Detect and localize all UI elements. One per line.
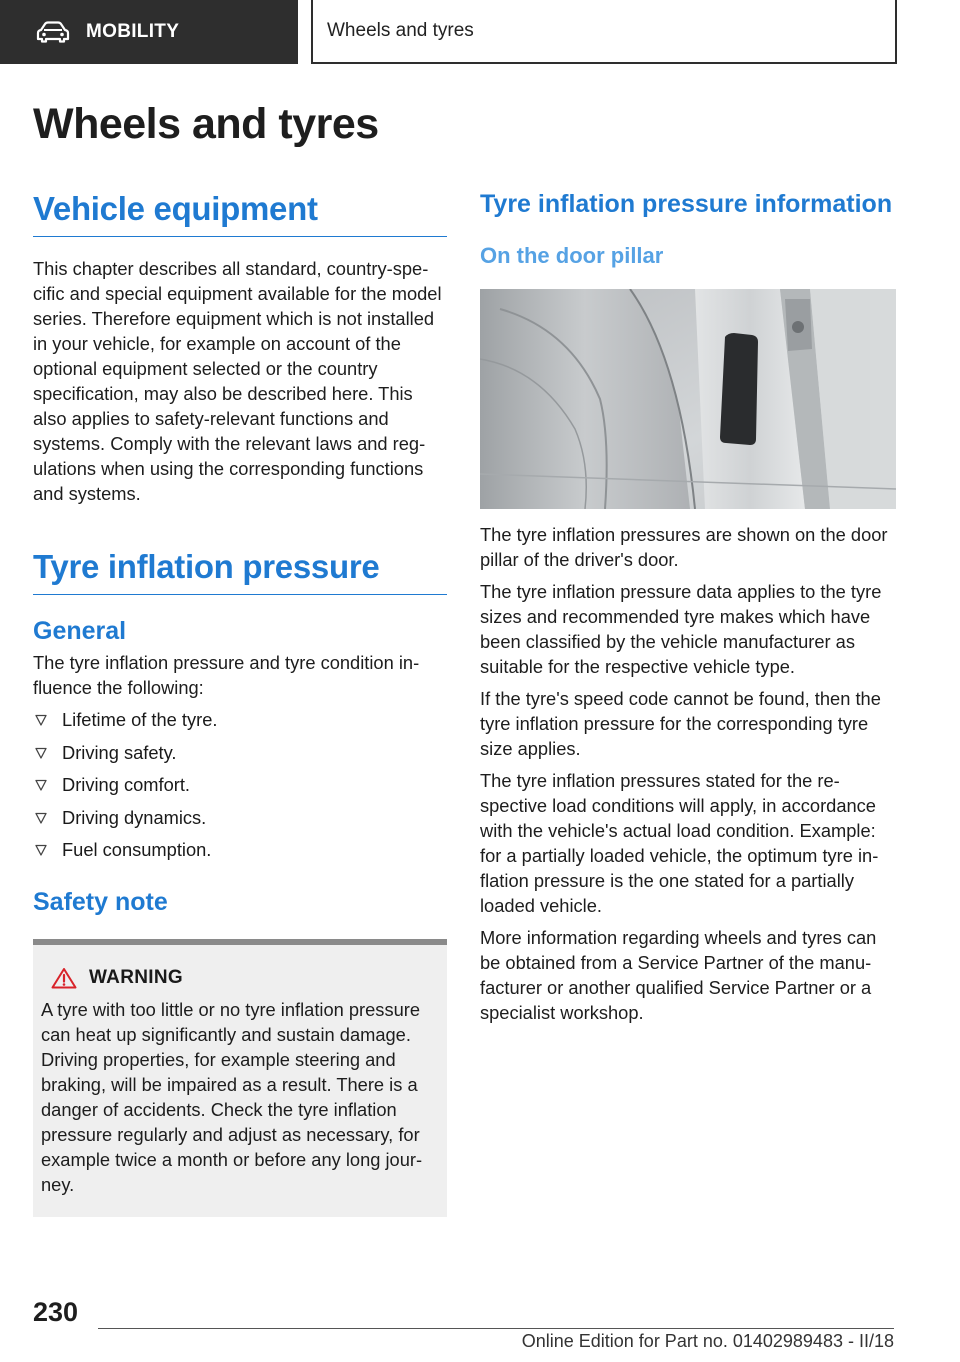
warning-box — [33, 939, 447, 1217]
triangle-bullet-icon — [35, 844, 47, 856]
right-paragraph-4: The tyre inflation pressures stated for the respective load conditions will apply, in accordance with the vehicle's actual load condition. Example: for a partially loaded vehicle, the optimum tyre inflation pressure is the one stated for a partially loaded vehicle. — [480, 770, 879, 916]
heading-tyre-inflation-pressure-information: Tyre inflation pressure information — [480, 190, 893, 218]
page-number: 230 — [33, 1297, 79, 1327]
right-paragraph-2: The tyre inflation pressure data applies to the tyre sizes and recommended tyre makes which have been classified by the vehicle manufacturer as suitable for the respective vehicle type. — [480, 581, 882, 677]
footer-divider — [98, 1328, 894, 1329]
page-title: Wheels and tyres — [33, 100, 379, 148]
influence-list — [33, 707, 447, 862]
header-section-tab[interactable] — [0, 0, 298, 64]
list-item — [33, 805, 447, 830]
list-item-text: Driving safety. — [62, 741, 177, 763]
right-paragraph-3: If the tyre's speed code cannot be found, then the tyre inflation pressure for the corresponding tyre size applies. — [480, 688, 881, 759]
list-item — [33, 837, 447, 862]
warning-text: A tyre with too little or no tyre inflation pressure can heat up significantly and sustain damage. Driving properties, for example steering and braking, will be impaired as a result. There is a danger of accidents. Check the tyre inflation pressure regularly and adjust as necessary, for example twice a month or before any long journey. — [41, 999, 423, 1195]
heading-tyre-inflation-pressure: Tyre inflation pressure — [33, 548, 447, 595]
list-item-text: Lifetime of the tyre. — [62, 709, 218, 730]
vehicle-equipment-paragraph: This chapter describes all standard, country-specific and special equipment available for the model series. Therefore equipment which is not installed in your vehicle, for example on account of the optional equipment selected or the country specification, may also be described here. This also applies to safety-relevant functions and systems. Comply with the relevant laws and regulations when using the corresponding functions and systems. — [33, 258, 442, 504]
heading-vehicle-equipment: Vehicle equipment — [33, 190, 447, 237]
right-column — [480, 190, 896, 1025]
header-chapter-label: Wheels and tyres — [327, 20, 474, 41]
warning-triangle-icon — [51, 967, 77, 989]
heading-on-the-door-pillar: On the door pillar — [480, 243, 664, 268]
list-item — [33, 707, 447, 732]
triangle-bullet-icon — [35, 779, 47, 791]
triangle-bullet-icon — [35, 714, 47, 726]
list-item — [33, 740, 447, 765]
car-icon — [36, 21, 70, 43]
header-section-label: MOBILITY — [86, 21, 180, 42]
door-pillar-photo — [480, 289, 896, 509]
footer-edition: Online Edition for Part no. 01402989483 - II/18 — [521, 1331, 894, 1351]
list-item — [33, 772, 447, 797]
list-item-text: Driving dynamics. — [62, 806, 207, 828]
header-chapter-tab[interactable] — [311, 0, 897, 64]
general-intro: The tyre inflation pressure and tyre condition influence the following: — [33, 652, 420, 698]
right-paragraph-5: More information regarding wheels and tyres can be obtained from a Service Partner of the manufacturer or another qualified Service Partner or a specialist workshop. — [480, 927, 877, 1023]
list-item-text: Fuel consumption. — [62, 839, 212, 860]
heading-safety-note: Safety note — [33, 888, 168, 916]
triangle-bullet-icon — [35, 812, 47, 824]
heading-general: General — [33, 617, 127, 645]
right-paragraph-1: The tyre inflation pressures are shown on the door pillar of the driver's door. — [480, 524, 888, 570]
warning-header — [45, 967, 435, 989]
warning-label: WARNING — [89, 967, 183, 988]
triangle-bullet-icon — [35, 747, 47, 759]
left-column — [33, 190, 447, 1217]
list-item-text: Driving comfort. — [62, 774, 190, 795]
